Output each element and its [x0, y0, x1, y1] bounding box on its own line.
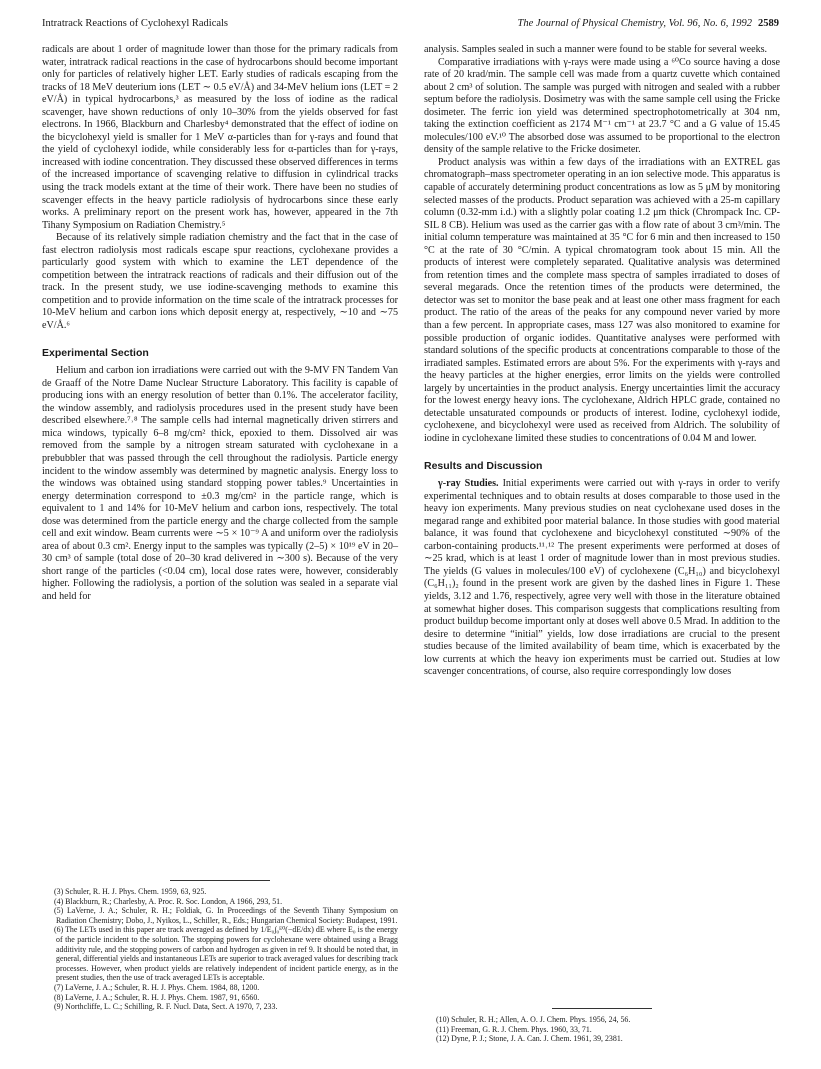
experimental-paragraph-1-continued: analysis. Samples sealed in such a manner were found to be stable for several weeks.	[424, 44, 768, 55]
intro-paragraph-1: radicals are about 1 order of magnitude lower than those for the primary radicals from water, intratrack radical reactions in the case of hydrocarbons should become important only for particles of relatively higher LET. Early studies of radicals escaping from the tracks of 18 MeV deuterium ions (LET ∼ 0.5 eV/Å) and 34-MeV helium ions (LET = 2 eV/Å) in typical hydrocarbons,³ as measured by the loss of iodine as the radical scavenger, have shown reductions of only 10–30% from the yields observed for fast electrons. In 1966, Blackburn and Charlesby⁴ demonstrated that the effect of iodine on the bicyclohexyl yield is smaller for 1 MeV α-particles than for γ-rays and found that the yield of cyclohexyl iodide, while considerably less for α-particles than for γ-rays, increased with iodine concentration. They discussed these observed differences in terms of the increased importance of scavenging relative to diffusion in cylindrical tracks using the track models extant at the time of their work. There have been no studies of scavenger effects in the heavy particle radiolysis of hydrocarbons since these early works. A preliminary report on the present work has, however, appeared in the 7th Tihany Symposium on Radiation Chemistry.⁵	[42, 44, 398, 231]
reference-item: (9) Northcliffe, L. C.; Schilling, R. F. Nucl. Data, Sect. A 1970, 7, 233.	[54, 1002, 278, 1012]
page-number: 2589	[758, 18, 779, 29]
section-heading-results: Results and Discussion	[424, 459, 543, 472]
reference-item: (8) LaVerne, J. A.; Schuler, R. H. J. Phys. Chem. 1987, 91, 6560.	[54, 992, 260, 1002]
results-text: Initial experiments were carried out with γ-rays in order to verify experimental techniques and to obtain results at doses comparable to those used in the heavy ion experiments. Many previous studies on neat cyclohexane used doses in the megarad range and exhibited poor material balance. In those studies with good material balance, it was found that cyclohexene and bicyclohexyl constituted ∼90% of the carbon-containing products.¹¹˒¹² The present experiments were performed at doses of ∼25 krad, which is at least 1 order of magnitude lower than in most previous studies. The yields (G values in molecules/100 eV) of cyclohexene (C₆H₁₀) and bicyclohexyl (C₆H₁₁)₂ found in the present work are given by the dashed lines in Figure 1. These yields, 3.12 and 1.76, respectively, agree very well with those in the literature obtained at somewhat higher doses. This comparison suggests that complications resulting from product buildup become important only at doses well above 0.5 Mrad. In addition to the desire to determine “initial” yields, low dose irradiations are crucial to the present studies because of the limited availability of beam time, which is exacerbated by the low currents at which the heavy ion experiments must be carried out. Studies at low scavenger concentrations, of course, also require correspondingly low doses	[424, 478, 780, 678]
running-title: Intratrack Reactions of Cyclohexyl Radicals	[42, 18, 229, 29]
reference-item: (6) The LETs used in this paper are track averaged as defined by 1/E₀∫₀ᴱ⁰(−dE/dx) dE where E₀ is the energy of the particle incident to the solution. The stopping powers for cyclohexane were obtained using a Bragg additivity rule, and the stopping powers of carbon and hydrogen as given in ref 9. It should be noted that, in general, differential yields and instantaneous LETs are superior to track averaged values for describing track processes. However, when product yields are relatively independent of incident particle energy, as in the present studies, then the use of track averaged LETs is acceptable.	[54, 925, 398, 983]
reference-item: (12) Dyne, P. J.; Stone, J. A. Can. J. Chem. 1961, 39, 2381.	[436, 1034, 623, 1044]
journal-name: The Journal of Physical Chemistry, Vol. 96, No. 6, 1992	[517, 18, 752, 29]
results-paragraph-1	[424, 478, 780, 679]
left-column	[42, 44, 398, 604]
intro-paragraph-2: Because of its relatively simple radiation chemistry and the fact that in the case of fast electron radiolysis most radicals escape spur reactions, cyclohexane provides a particularly good system with which to examine the LET dependence of the competition between the intratrack reactions of radicals and their diffusion out of the track. In the present study, we use iodine-scavenging methods to examine this competition and to provide information on the time scale of the intratrack processes for 10-MeV helium and carbon ions which deposit energy at, respectively, ∼10 and ∼75 eV/Å.⁶	[42, 232, 398, 332]
references-left	[42, 880, 398, 1012]
footnote-rule	[552, 1008, 652, 1009]
references-right	[424, 1008, 780, 1044]
right-column	[424, 44, 780, 679]
journal-citation	[518, 18, 780, 29]
experimental-paragraph-2: Comparative irradiations with γ-rays were made using a ⁶⁰Co source having a dose rate of 20 krad/min. The sample cell was made from a quartz cuvette which contained about 2 cm³ of solution. The sample was purged with nitrogen and sealed with a rubber septum before the radiolysis. Dosimetry was with the same sample cell using the Fricke dosimeter. The ferric ion yield was determined spectrophotometrically at 304 nm, taking the extinction coefficient as 2174 M⁻¹ cm⁻¹ at 23.7 °C and a G value of 15.45 molecules/100 eV.¹⁰ The absorbed dose was assumed to be proportional to the electron density of the sample relative to the Fricke dosimeter.	[424, 56, 780, 156]
reference-item: (7) LaVerne, J. A.; Schuler, R. H. J. Phys. Chem. 1984, 88, 1200.	[54, 982, 260, 992]
reference-item: (3) Schuler, R. H. J. Phys. Chem. 1959, 63, 925.	[54, 887, 207, 896]
experimental-paragraph-1: Helium and carbon ion irradiations were carried out with the 9-MV FN Tandem Van de Graaff of the Notre Dame Nuclear Structure Laboratory. This facility is capable of producing ions with an energy resolution of better than 0.1%. The accelerator facility, the window assembly, and radiolysis procedures used in the present study have been described elsewhere.⁷˒⁸ The sample cells had internal magnetically driven stirrers and mica windows, typically 6–8 mg/cm² thick, epoxied to them. Dissolved air was removed from the sample by a nitrogen stream saturated with cyclohexane in a prebubbler that was passed through the cell throughout the radiolysis. Particle energy incident to the window assembly was determined by magnetic analysis. Energy loss to the windows was obtained using standard stopping power tables.⁹ Uncertainties in energy determination correspond to ±0.3 mg/cm² in the particle range, which is equivalent to 1 and 14% for 10-MeV helium and carbon ions, respectively. The total dose was determined from the particle energy and the charge collected from the sample cell and exit window. Beam currents were ∼5 × 10⁻⁹ A and uniform over the radiolysis area of about 0.3 cm². Energy input to the samples was typically (2–5) × 10¹⁹ eV in 20–30 cm³ of sample (total dose of 20–30 krad delivered in ∼300 s). Because of the very short range of the particles (<0.04 cm), local dose rates were, however, considerably higher. Following the radiolysis, a portion of the solution was sealed in a separate vial and held for	[42, 365, 398, 602]
section-heading-experimental: Experimental Section	[42, 346, 149, 359]
reference-item: (5) LaVerne, J. A.; Schuler, R. H.; Foldiak, G. In Proceedings of the Seventh Tihany Symposium on Radiation Chemistry; Dobo, J., Nyikos, L., Schiller, R., Eds.; Hungarian Chemical Society: Budapest, 1991.	[54, 906, 398, 925]
footnote-rule	[170, 880, 270, 881]
experimental-paragraph-3: Product analysis was within a few days of the irradiations with an EXTREL gas chromatograph–mass spectrometer operating in an ion selective mode. This apparatus is capable of accurately determining product concentrations as low as 5 μM by monitoring selected masses of the products. Product separation was achieved with a 25-m capillary column (0.32-mm i.d.) with a slightly polar coating 1.2 μm thick (Chrompack Inc. CP-SIL 8 CB). Helium was used as the carrier gas with a flow rate of about 3 cm³/min. The initial column temperature was maintained at 35 °C for 6 min and then increased to 150 °C at the rate of 30 °C/min. A typical chromatogram took about 15 min. All the products of interest were completely separated. Qualitative analysis was determined from retention times and the complete mass spectra of samples irradiated to doses of several megarads. Once the retention times of the products were determined, the detector was set to monitor the base peak and at least one other mass fragment for each product. The ratio of the areas of the peaks for any compound never varied by more than a few percent. In appropriate cases, mass 127 was also monitored to examine for possible production of organic iodides. Quantitative analyses were performed with standard solutions of the specific products at concentrations comparable to those of the irradiated samples. Estimated errors are about 5%. For the experiments with γ-rays and the heavy particles at the higher energies, error limits on the yields were controlled largely by uncertainties in the product analysis. Energy uncertainties limit the accuracy for the lowest energy heavy ions. The cyclohexane, Aldrich HPLC grade, contained no detectable unsaturated compounds or products of interest. Iodine, cyclohexyl iodide, cyclohexene, and bicyclohexyl were used as received from Aldrich. The solubility of iodine in cyclohexane limited these studies to concentrations of 0.04 M and lower.	[424, 156, 780, 444]
reference-item: (4) Blackburn, R.; Charlesby, A. Proc. R. Soc. London, A 1966, 293, 51.	[54, 896, 283, 906]
reference-item: (11) Freeman, G. R. J. Chem. Phys. 1960, 33, 71.	[436, 1024, 592, 1034]
runin-heading: γ-ray Studies.	[438, 478, 499, 490]
page-header	[42, 18, 779, 34]
reference-item: (10) Schuler, R. H.; Allen, A. O. J. Chem. Phys. 1956, 24, 56.	[436, 1015, 631, 1024]
